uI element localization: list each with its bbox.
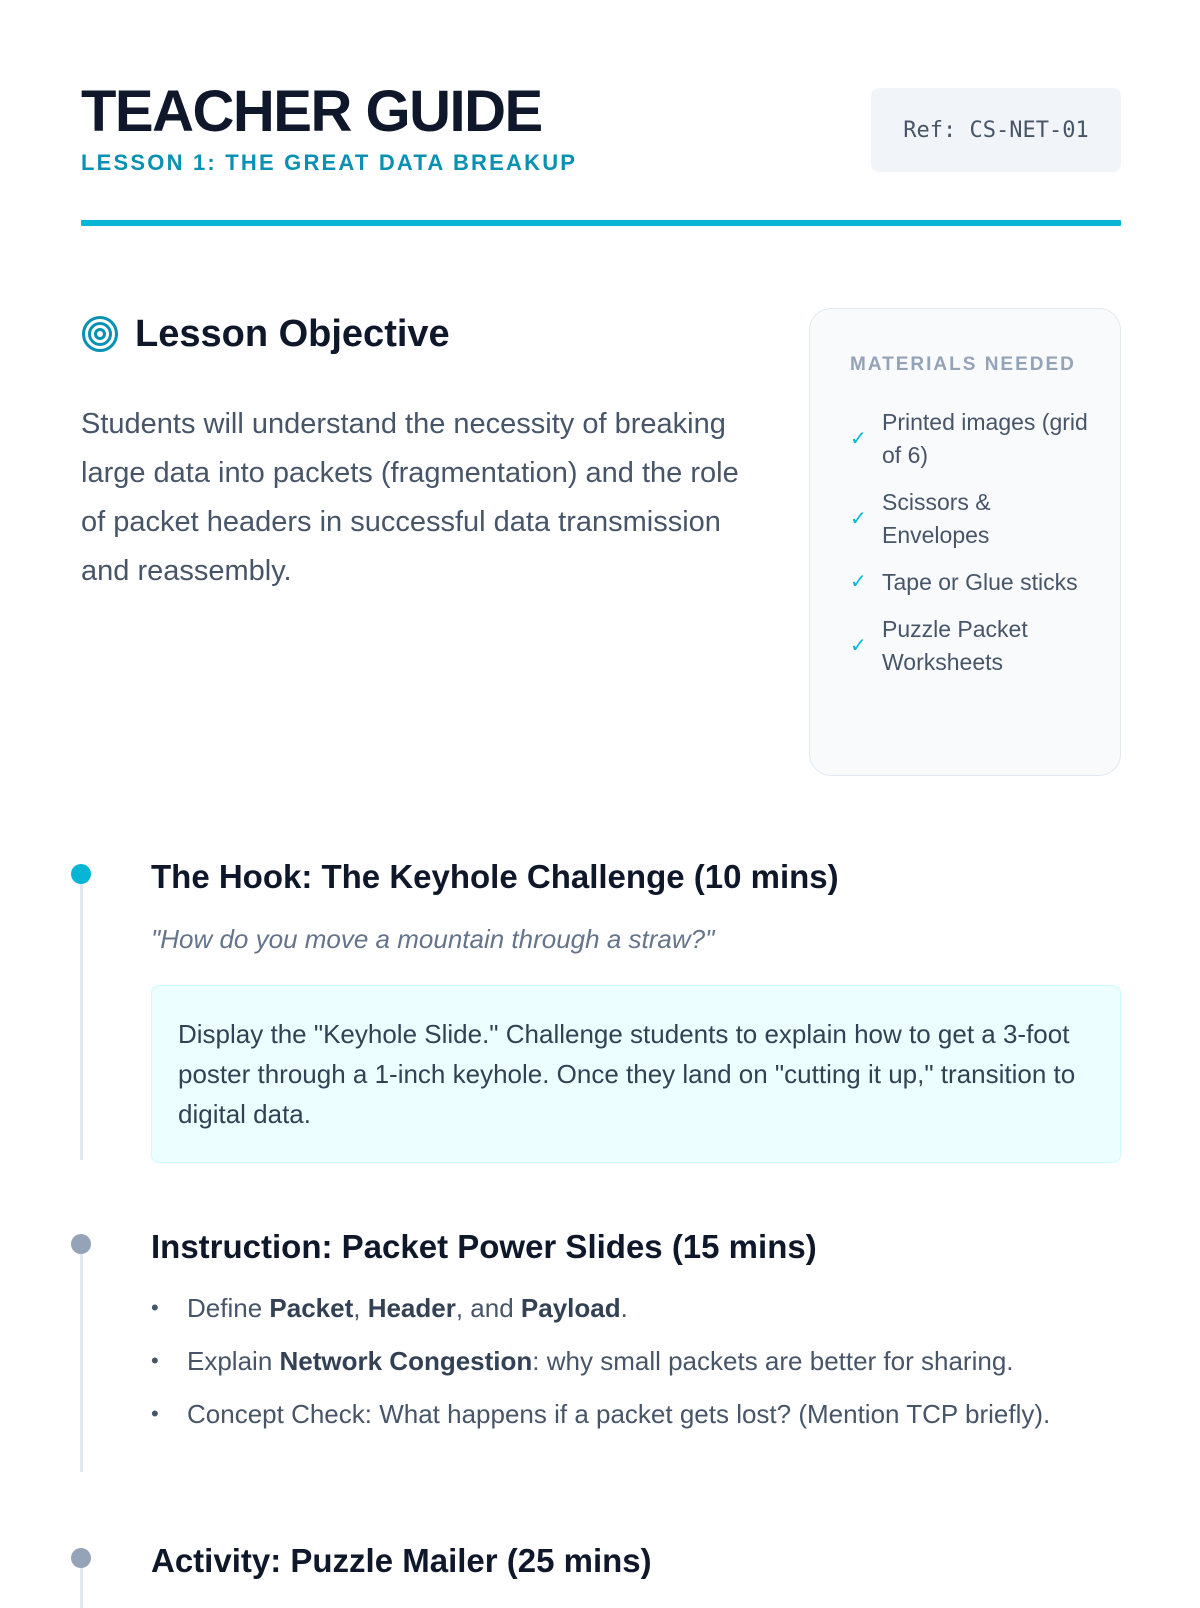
check-icon: ✓ (850, 427, 867, 450)
bullet-icon: • (151, 1348, 159, 1373)
materials-list (850, 406, 1090, 679)
lesson-subtitle: LESSON 1: THE GREAT DATA BREAKUP (81, 150, 578, 175)
materials-label: MATERIALS NEEDED (850, 354, 1076, 375)
hook-title: The Hook: The Keyhole Challenge (10 mins) (151, 858, 839, 895)
objective-title: Lesson Objective (135, 312, 450, 355)
materials-item (850, 566, 1090, 599)
teacher-guide-page (81, 0, 1121, 1600)
term-header: Header (367, 1293, 456, 1323)
page-title: TEACHER GUIDE (81, 79, 542, 144)
objective-text: Students will understand the necessity of breaking large data into packets (fragmentation) and the role of packet headers in successful data transmission and reassembly. (81, 408, 739, 587)
instruction-title: Instruction: Packet Power Slides (15 mins) (151, 1228, 817, 1265)
check-icon: ✓ (850, 507, 867, 530)
materials-item-label: Scissors & Envelopes (882, 489, 991, 548)
objective-heading (81, 308, 450, 360)
list-item: • Concept Check: What happens if a packet gets lost? (Mention TCP briefly). (151, 1396, 1121, 1432)
header-divider (81, 220, 1121, 226)
timeline-line (80, 1568, 83, 1608)
check-icon: ✓ (850, 634, 867, 657)
term-packet: Packet (269, 1293, 354, 1323)
timeline-dot-active (71, 864, 91, 884)
materials-item (850, 486, 1090, 552)
materials-card (809, 308, 1121, 776)
list-item: • Define Packet, Header, and Payload. (151, 1290, 1121, 1326)
instruction-bullets (151, 1290, 1121, 1449)
materials-item (850, 613, 1090, 679)
check-icon: ✓ (850, 571, 867, 593)
timeline-line (80, 1254, 83, 1472)
materials-item-label: Printed images (grid of 6) (882, 409, 1088, 468)
term-payload: Payload (520, 1293, 621, 1323)
target-icon (81, 315, 119, 353)
materials-item (850, 406, 1090, 472)
term-network-congestion: Network Congestion (279, 1346, 533, 1376)
materials-item-label: Puzzle Packet Worksheets (882, 616, 1028, 675)
hook-quote: "How do you move a mountain through a straw?" (151, 924, 715, 954)
activity-title: Activity: Puzzle Mailer (25 mins) (151, 1542, 652, 1579)
materials-item-label: Tape or Glue sticks (882, 569, 1078, 595)
timeline-dot (71, 1548, 91, 1568)
timeline-line (80, 884, 83, 1160)
reference-badge: Ref: CS-NET-01 (871, 88, 1121, 172)
hook-callout: Display the "Keyhole Slide." Challenge students to explain how to get a 3-foot poster through a 1-inch keyhole. Once they land on "cutting it up," transition to digital data. (151, 985, 1121, 1163)
timeline-dot (71, 1234, 91, 1254)
bullet-icon: • (151, 1295, 159, 1320)
list-item: • Explain Network Congestion: why small packets are better for sharing. (151, 1343, 1121, 1379)
bullet-icon: • (151, 1401, 159, 1426)
